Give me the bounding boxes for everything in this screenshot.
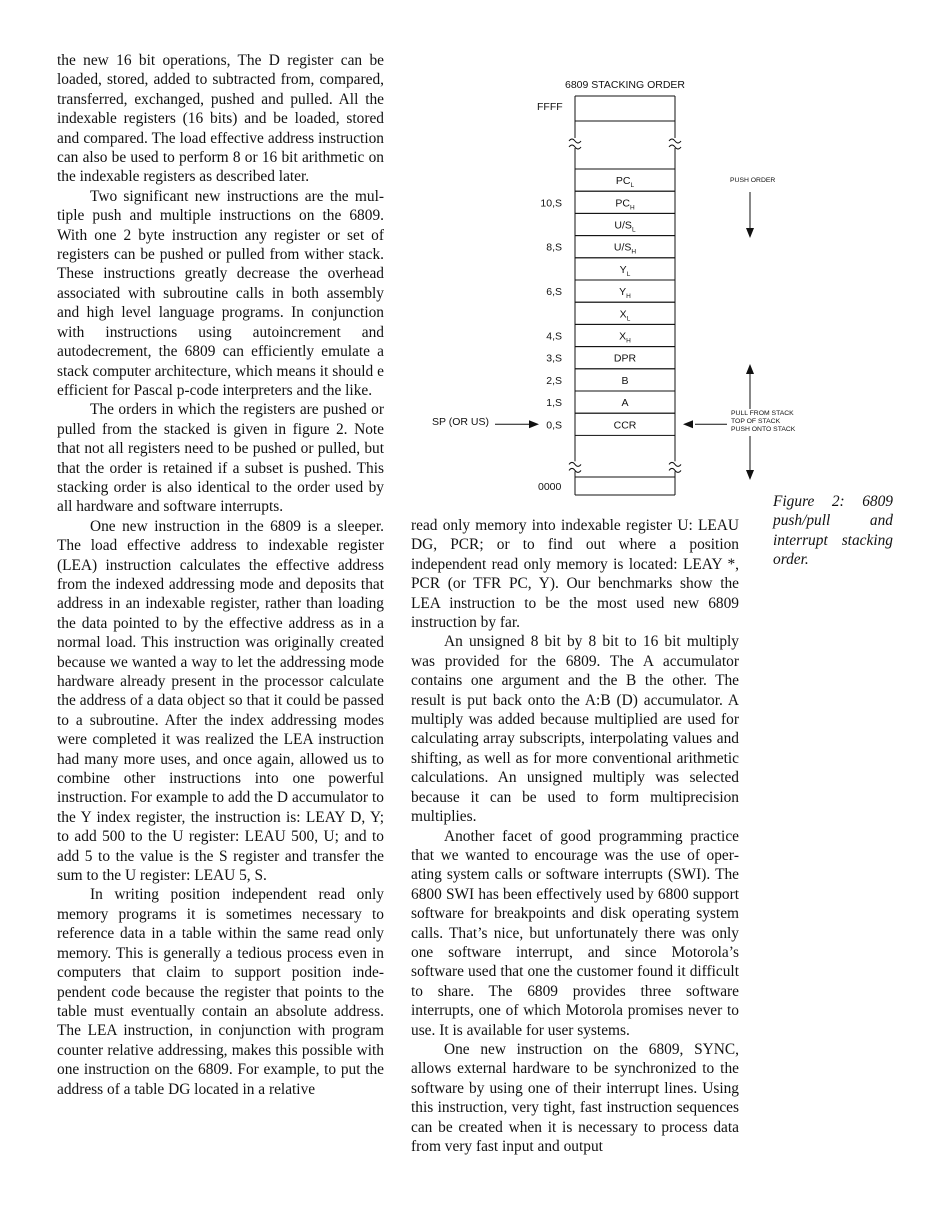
stack-cell-label [621,397,628,409]
stack-cell-label [614,353,637,365]
register-byte-subscript: L [631,226,636,234]
register-name: PC [615,175,631,188]
stack-offset-label: 6,S [546,286,562,299]
figure-caption [773,492,893,570]
register-name: U/S [614,219,632,232]
stack-cell-label [614,220,636,234]
register-name: PC [615,197,630,210]
right-column [411,516,739,1156]
stacking-order-figure [425,74,805,504]
arrow-head [683,420,693,428]
bottom-address-label: 0000 [538,481,562,493]
register-name: B [621,374,629,387]
stack-cell-label [619,286,631,300]
break-mark [669,462,681,466]
left-column-paragraph: In writing position independent read only memory programs it is sometimes necessary to reference data in a table within the same read only memory. This is generally a tedious process even in computers that claim to support position independent code because the register that points to the table must eventually contain an absolute address. The LEA instruction, in conjunction with program counter relative addressing, makes this possible with one instruction on the 6809. For example, to put the address of a table DG located in a relative [57,886,384,1098]
sp-label: SP (OR US) [432,416,489,428]
break-mark [569,139,581,143]
register-name: U/S [613,241,632,254]
figure-title: 6809 STACKING ORDER [564,79,686,91]
arrow-head [746,228,754,238]
register-byte-subscript: L [630,182,635,190]
left-column-paragraph: Two significant new instructions are the multiple push and multiple instructions on the 6809. With one 2 byte instruction any register or set of registers can be pushed or pulled from wither stack. These instructions greatly decrease the overhead associated with subroutine calls in both assembly and high level language programs. In conjunction with instructions using autoincrement and autodecrement, the 6809 can efficiently emulate a stack computer architecture, which means it should e efficient for Pascal p-code interpreters and the like. [57,187,384,399]
register-name: CCR [613,419,637,432]
right-column-paragraph: One new instruction on the 6809, SYNC, allows external hardware to be synchronized to the software by using one of their interrupt lines. Using this instruction, very tight, fast instruction sequences can be created when it is necessary to process data from very fast input and output [411,1040,739,1155]
left-column-paragraph: the new 16 bit operations, The D register can be loaded, stored, added to subtracted from, compared, transferred, exchanged, pushed and pulled. All the indexable registers (16 bits) and be loaded, stored and compared. The load effective address instruction can also be used to perform 8 or 16 bit arithmetic on the indexable registers as described later. [57,52,384,186]
stack-cell-label [620,308,631,322]
register-byte-subscript: H [626,293,631,301]
stack-offset-label: 0,S [546,419,562,432]
register-name: X [619,330,627,343]
arrow-head [746,470,754,480]
stack-cell-label [619,331,631,345]
left-column-paragraph: One new instruction in the 6809 is a sleeper. The load effective address to indexable register (LEA) instruction calculates the effective address from the indexed addressing mode and deposits that address in an indexable register, rather than loading the data pointed to by the effective address as in a normal load. This instruction was originally created because we wanted a way to let the addressing mode hardware already present in the processor calculate the address of a data object so that it could be passed to a subroutine. After the index addressing modes were completed it was realized the LEA instruction had many more uses, and once again, allowed us to combine other instructions into one powerful instruction. For example to add the D accumulator to the Y index register, the instruction is: LEAY D, Y; to add 500 to the U register: LEAU 500, U; and to add 5 to the value is the S register and transfer the sum to the U register: LEAU 5, S. [57,517,384,885]
arrow-head [746,364,754,374]
stack-offset-label: 4,S [546,330,562,343]
stack-cell-label [614,419,637,431]
register-name: DPR [613,352,637,365]
stack-offset-label: 3,S [546,352,562,365]
register-name: Y [619,286,627,299]
push-onto-stack-label: PUSH ONTO STACK [731,426,796,433]
register-byte-subscript: H [626,337,631,345]
register-byte-subscript: L [626,270,631,278]
stack-offset-label: 1,S [546,397,562,410]
right-column-paragraph: An unsigned 8 bit by 8 bit to 16 bit multiply was provided for the 6809. The A accumulator contains one argument and the B the other. The result is put back onto the A:B (D) accumulator. A multiply was added because multiplied are used for calculating array subscripts, interpolating values and shifting, as well as for more conventional arithmetic calculations. An unsigned multiply was selected because it can be used to form multiprecision multiplies. [411,633,739,826]
break-mark [669,139,681,143]
stack-offset-label: 8,S [546,241,562,254]
stack-offset-label: 10,S [540,197,562,210]
stack-offset-label: 2,S [546,374,562,387]
stack-cell-label [620,264,631,278]
register-name: Y [619,263,627,276]
register-name: X [619,308,627,321]
arrow-head [529,420,539,428]
right-column-paragraph: Another facet of good programming practice that we wanted to encourage was the use of operating system calls or software interrupts (SWI). The 6800 SWI has been effectively used by 6800 support software for breakpoints and disk operating system calls. That’s nice, but unfortunately there was only one software interrupt, and since Motorola’s software used that one the customer found it difficult to share. The 6809 provides three software interrupts, one of which Motorola promises never to use. It is available for user systems. [411,827,739,1039]
right-column-paragraph: read only memory into indexable register U: LEAU DG, PCR; or to find out where a position independent read only memory is located: LEAY *, PCR (or TFR PC, Y). Our benchmarks show the LEA instruction to be the most used new 6809 instruction by far. [411,517,739,632]
push-order-label: PUSH ORDER [730,177,776,184]
stack-cell-label [615,197,635,211]
top-of-stack-label: TOP OF STACK [731,418,781,425]
register-byte-subscript: H [631,248,637,256]
pull-from-stack-label: PULL FROM STACK [731,410,794,417]
left-column-paragraph: The orders in which the registers are pushed or pulled from the stacked is given in figure 2. Note that not all registers need to be pushed or pulled, but that the order is retained if a subset is pushed. This stacking order is also identical to the order used by all hardware and software interrupts. [57,401,384,516]
stack-cell-label [614,242,637,256]
stack-cell-label [621,375,628,387]
top-address-label: FFFF [537,101,563,113]
register-byte-subscript: L [626,315,631,323]
stack-diagram [495,96,754,495]
break-mark [569,462,581,466]
register-byte-subscript: H [629,204,635,212]
caption-text: Figure 2: 6809 push/pull and interrupt stacking order. [773,493,893,569]
register-name: A [621,397,629,410]
stack-cell-label [616,175,635,189]
left-column [57,51,384,1099]
